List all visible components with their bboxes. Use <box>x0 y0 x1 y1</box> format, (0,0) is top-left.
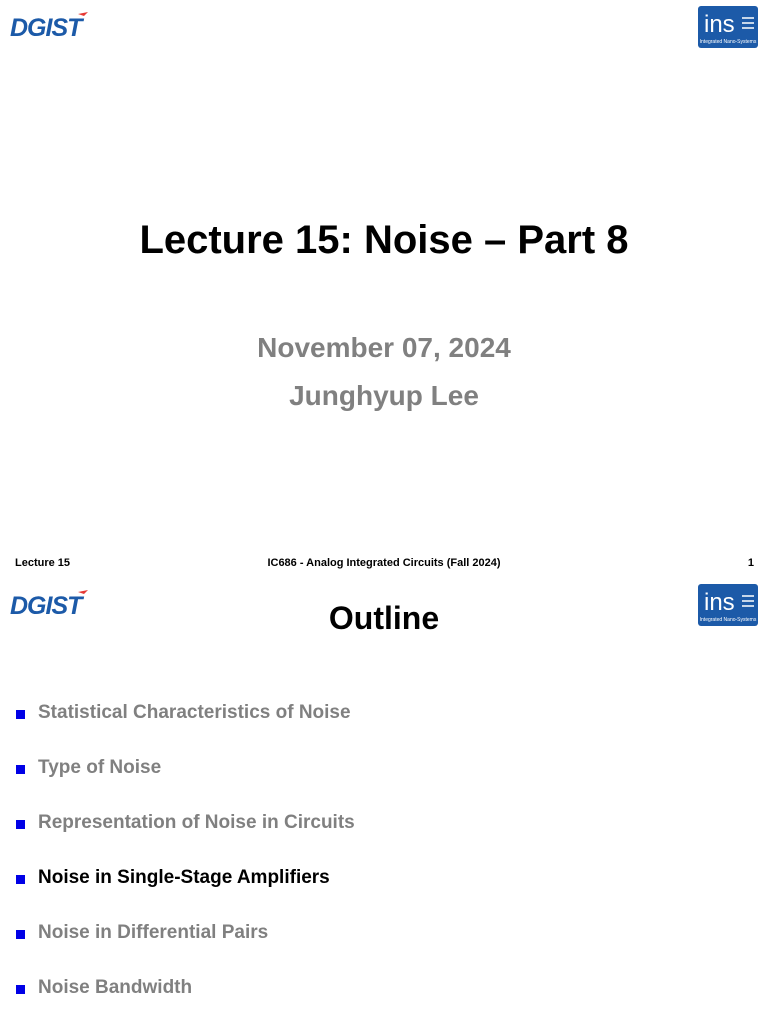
square-bullet-icon <box>16 875 25 884</box>
svg-text:ins: ins <box>704 589 735 616</box>
square-bullet-icon <box>16 985 25 994</box>
footer-page-number: 1 <box>747 557 754 569</box>
square-bullet-icon <box>16 820 25 829</box>
svg-text:DGIST: DGIST <box>10 592 82 618</box>
ins-logo <box>698 6 758 48</box>
lecture-title: Lecture 15: Noise – Part 8 <box>139 218 629 262</box>
slide-footer <box>0 557 768 573</box>
dgist-logo <box>8 10 102 40</box>
outline-item-label: Type of Noise <box>38 757 162 778</box>
svg-text:Integrated Nano-Systems: Integrated Nano-Systems <box>699 39 757 45</box>
outline-item-label: Noise in Single-Stage Amplifiers <box>38 867 330 888</box>
footer-lecture-label: Lecture 15 <box>15 557 71 569</box>
outline-slide <box>0 578 768 1024</box>
square-bullet-icon <box>16 930 25 939</box>
svg-text:DGIST: DGIST <box>10 14 82 40</box>
outline-item-label: Representation of Noise in Circuits <box>38 812 355 833</box>
outline-item-label: Noise Bandwidth <box>38 977 193 998</box>
footer-course-label: IC686 - Analog Integrated Circuits (Fall 2024) <box>267 557 501 569</box>
lecture-author: Junghyup Lee <box>289 380 479 411</box>
outline-item-label: Noise in Differential Pairs <box>38 922 269 943</box>
lecture-date: November 07, 2024 <box>257 332 511 363</box>
outline-item-label: Statistical Characteristics of Noise <box>38 702 351 723</box>
svg-text:ins: ins <box>704 11 735 38</box>
outline-title: Outline <box>328 600 440 636</box>
svg-text:Integrated Nano-Systems: Integrated Nano-Systems <box>699 617 757 623</box>
square-bullet-icon <box>16 710 25 719</box>
square-bullet-icon <box>16 765 25 774</box>
